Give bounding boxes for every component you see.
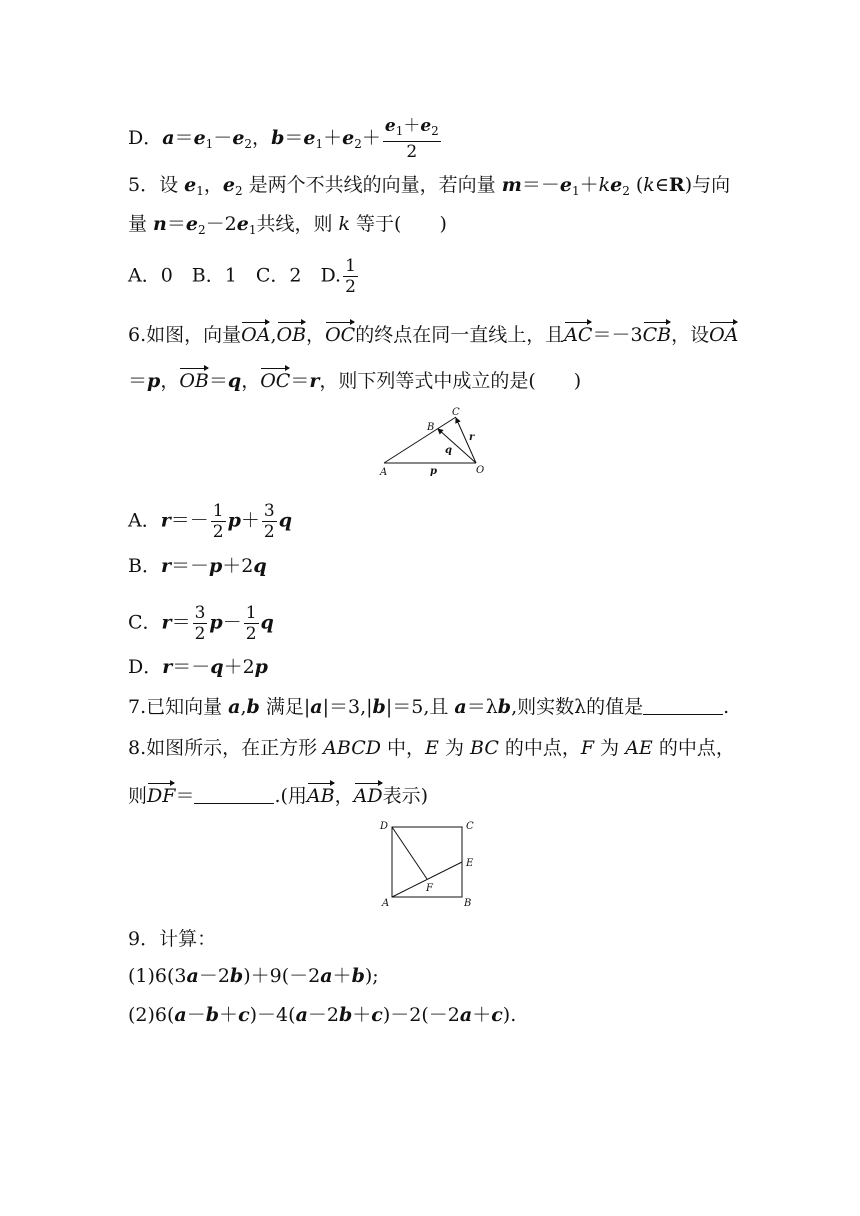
q9-part2: (2)6(a－b＋c)－4(a－2b＋c)－2(－2a＋c). [128, 1004, 517, 1026]
q5-line1: 5．设 $e_1$，$e_2$ 是两个不共线的向量，若向量 $m=-e_1+ke_2$ (k∈R)与向 [128, 174, 731, 198]
q6-figure [370, 400, 500, 482]
segment-ac [384, 417, 456, 463]
q6-option-b: B．r＝－p＋2q [128, 555, 267, 577]
fraction: $\frac{1}{2}$ [345, 256, 356, 297]
q6-line1: 6.如图，向量OA,OB，OC的终点在同一直线上，且AC＝－3CB，设OA [128, 324, 739, 346]
fraction: $\frac{3}{2}$ [263, 501, 275, 542]
fraction: $\frac{1}{2}$ [212, 501, 224, 542]
answer-blank [643, 696, 723, 715]
label-d: D [380, 821, 389, 832]
label-b: B [427, 422, 435, 433]
label-p: p [430, 466, 437, 477]
label-c: C [466, 821, 474, 832]
q6-line2: ＝p，OB＝q，OC＝r，则下列等式中成立的是( ) [128, 370, 582, 392]
q6-option-d: D．r＝－q＋2p [128, 656, 268, 678]
fraction: $\frac{3}{2}$ [194, 603, 206, 644]
label-f: F [426, 883, 433, 894]
answer-blank [194, 785, 274, 804]
label-c: C [452, 407, 460, 418]
label-a: A [382, 898, 390, 909]
q6-option-a: A．r＝－ $\frac{1}{2}$ p＋ $\frac{3}{2}$ q [128, 501, 293, 542]
q8-line1: 8.如图所示，在正方形 ABCD 中，E 为 BC 的中点，F 为 AE 的中点， [128, 737, 735, 759]
segment-df [392, 827, 427, 879]
q8-figure [376, 816, 482, 912]
label-e: E [466, 858, 474, 869]
label-o: O [476, 465, 485, 476]
q6-option-c: C．r＝ $\frac{3}{2}$ p－ $\frac{1}{2}$ q [128, 603, 274, 644]
q8-line2: 则DF＝ .(用AB，AD表示) [128, 785, 428, 807]
q9-title: 9．计算： [128, 928, 217, 950]
label-q: q [445, 445, 452, 456]
label-r: r [469, 432, 475, 443]
q9-part1: (1)6(3a－2b)＋9(－2a＋b); [128, 965, 379, 987]
fraction: $\frac{e_1+e_2}{2}$ [384, 116, 439, 162]
q7-line: 7.已知向量 a,b 满足|a|＝3,|b|＝5,且 a＝λb,则实数λ的值是 . [128, 696, 730, 718]
label-b: B [464, 898, 472, 909]
q5-options: A．0 B．1 C．2 D. $\frac{1}{2}$ [128, 256, 356, 297]
label-a: A [380, 467, 388, 478]
q5-line2: 量 $n=e_2-2e_1$共线，则 k 等于( ) [128, 213, 447, 237]
fraction: $\frac{1}{2}$ [245, 603, 257, 644]
q4-option-d: D．$a=e_1-e_2$，$b=e_1+e_2+$ $\frac{e_1+e_2}{2}$ [128, 116, 439, 162]
